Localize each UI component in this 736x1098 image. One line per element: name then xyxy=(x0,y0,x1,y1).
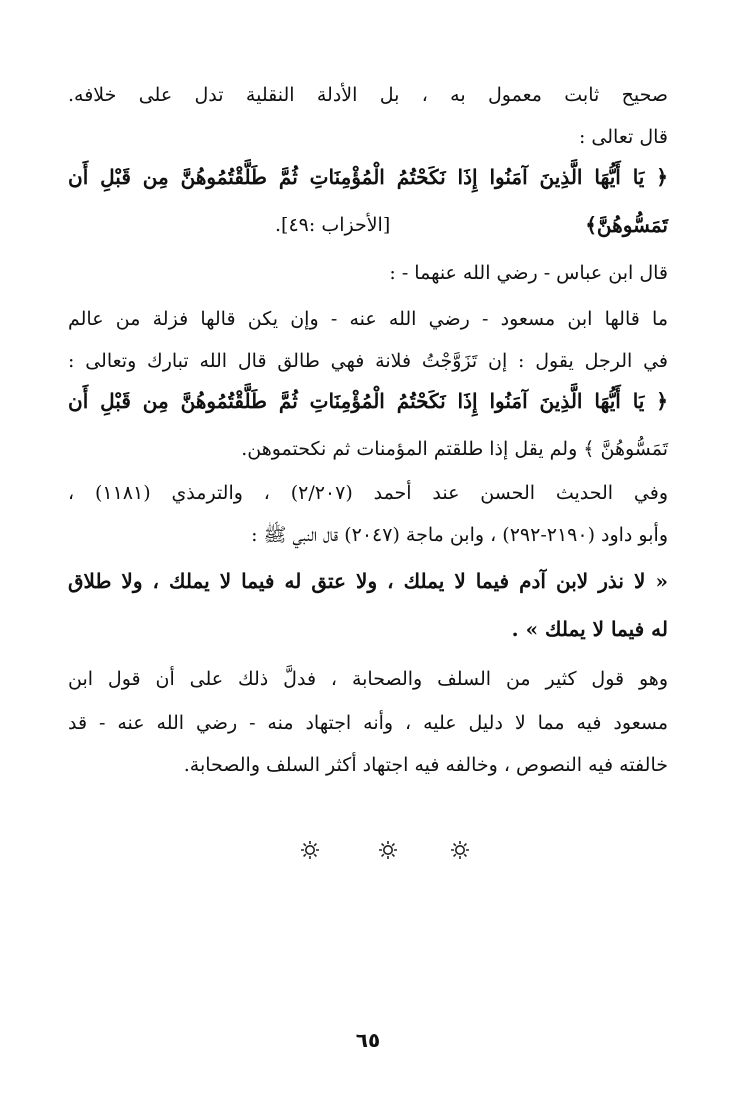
text-line-1: صحيح ثابت معمول به ، بل الأدلة النقلية تدل على خلافه. xyxy=(68,84,668,106)
hadith-line-1: « لا نذر لابن آدم فيما لا يملك ، ولا عتق له فيما لا يملك ، ولا طلاق xyxy=(68,569,668,593)
text-line-16: خالفته فيه النصوص ، وخالفه فيه اجتهاد أكثر السلف والصحابة. xyxy=(183,754,668,776)
flower-ornament-icon xyxy=(450,840,470,860)
flower-ornament-icon xyxy=(300,840,320,860)
text-line-2: قال تعالى : xyxy=(578,126,668,148)
hadith-line-2: له فيما لا يملك » . xyxy=(511,617,668,641)
text-line-10: وفي الحديث الحسن عند أحمد (٢/٢٠٧) ، والترمذي (١١٨١) ، xyxy=(68,482,668,504)
quran-verse-line-3: ﴿ يَا أَيُّهَا الَّذِينَ آمَنُوا إِذَا نَكَحْتُمُ الْمُؤْمِنَاتِ ثُمَّ طَلَّقْتُمُوهُنَّ مِن قَبْلِ أَن xyxy=(68,389,668,413)
text-line-6: ما قالها ابن مسعود - رضي الله عنه - وإن يكن قالها فزلة من عالم xyxy=(68,308,668,330)
section-separator xyxy=(0,838,736,868)
quran-verse-line-1: ﴿ يَا أَيُّهَا الَّذِينَ آمَنُوا إِذَا نَكَحْتُمُ الْمُؤْمِنَاتِ ثُمَّ طَلَّقْتُمُوهُنَّ مِن قَبْلِ أَن xyxy=(68,165,668,189)
flower-ornament-icon xyxy=(378,840,398,860)
text-line-14: وهو قول كثير من السلف والصحابة ، فدلَّ ذلك على أن قول ابن xyxy=(68,668,668,690)
text-line-15: مسعود فيه مما لا دليل عليه ، وأنه اجتهاد منه - رضي الله عنه - قد xyxy=(68,712,668,734)
text-line-7: في الرجل يقول : إن تَزَوَّجْتُ فلانة فهي طالق قال الله تبارك وتعالى : xyxy=(68,350,668,372)
quran-verse-line-2: تَمَسُّوهُنَّ﴾ xyxy=(585,213,668,237)
text-line-11: وأبو داود (٢١٩٠-٢٩٢) ، وابن ماجة (٢٠٤٧) قال النبي ﷺ : xyxy=(251,524,668,546)
text-line-5: قال ابن عباس - رضي الله عنهما - : xyxy=(389,262,668,284)
page-number: ٦٥ xyxy=(355,1028,381,1052)
text-line-9: تَمَسُّوهُنَّ ﴾ ولم يقل إذا طلقتم المؤمنات ثم نكحتموهن. xyxy=(241,438,668,460)
verse-reference: [الأحزاب :٤٩]. xyxy=(275,214,391,236)
